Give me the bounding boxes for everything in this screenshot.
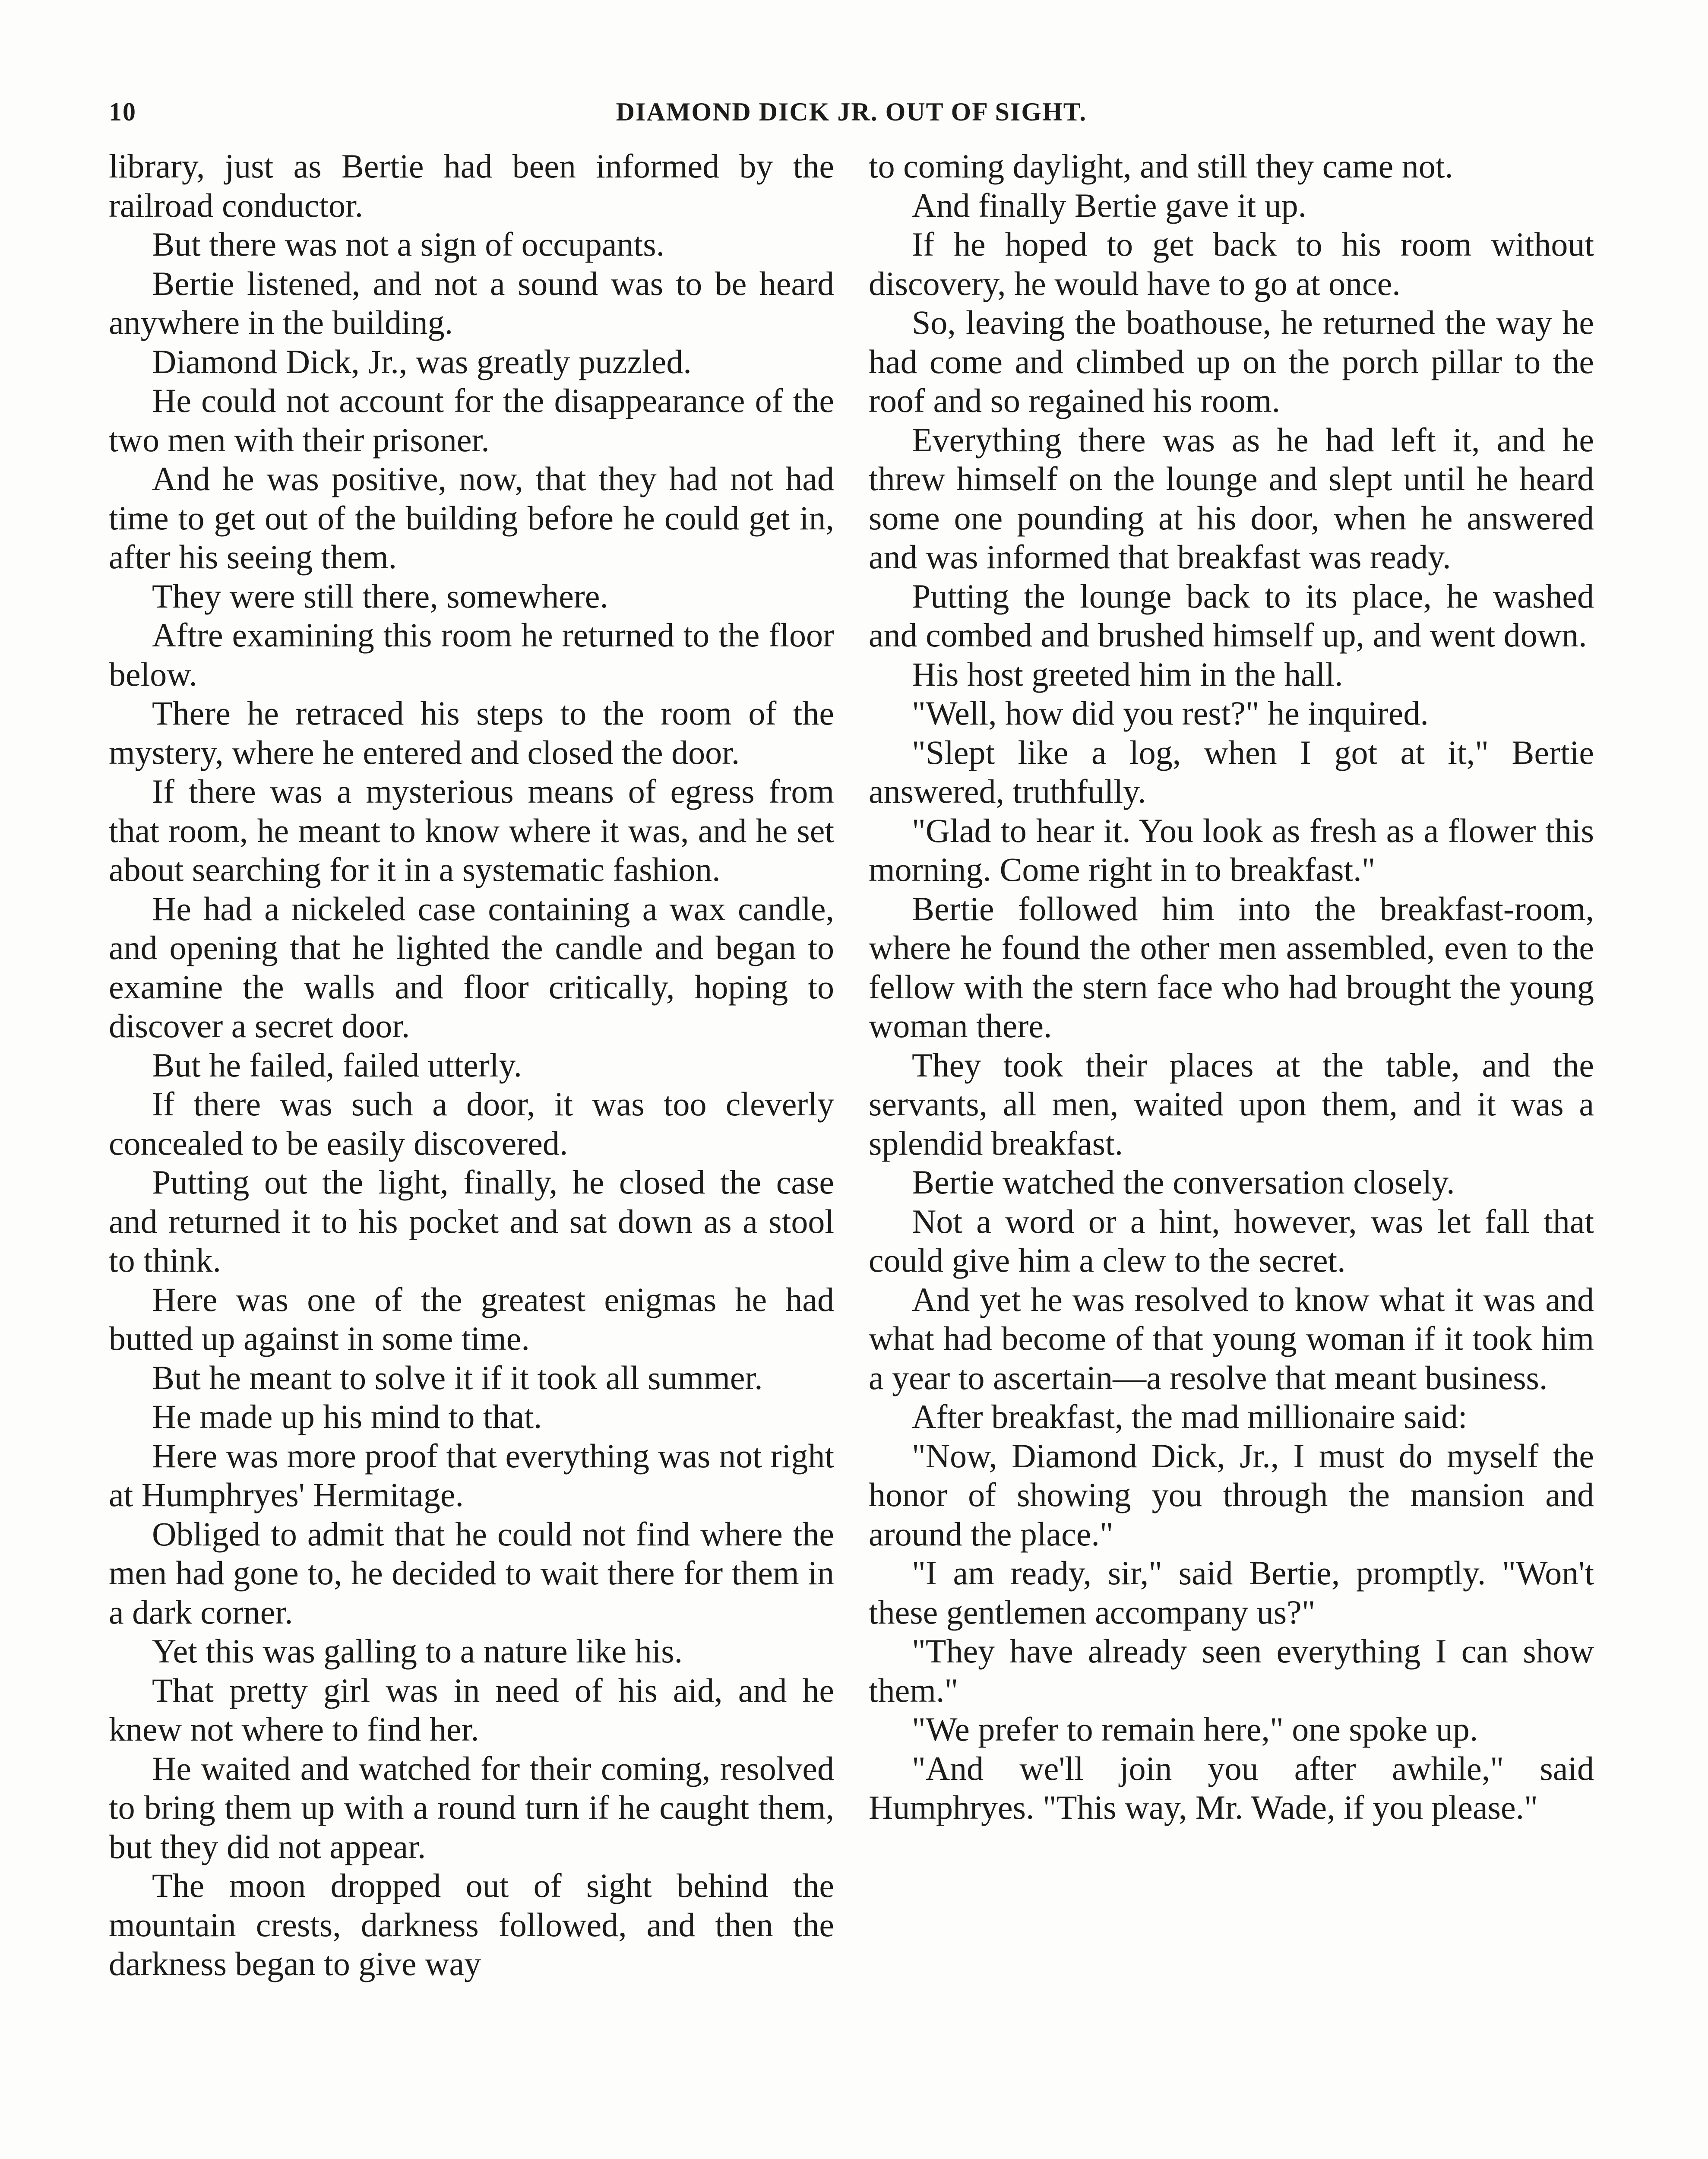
paragraph: "I am ready, sir," said Bertie, promptly. "Won't these gentlemen accompany us?" bbox=[869, 1554, 1594, 1631]
right-text-column bbox=[869, 147, 1594, 1827]
paragraph: library, just as Bertie had been informed by the railroad conductor. bbox=[109, 147, 834, 224]
paragraph: Everything there was as he had left it, and he threw himself on the lounge and slept until he heard some one pounding at his door, when he answered and was informed that breakfast was ready. bbox=[869, 421, 1594, 576]
paragraph: Obliged to admit that he could not find where the men had gone to, he decided to wait there for them in a dark corner. bbox=[109, 1515, 834, 1631]
paragraph: to coming daylight, and still they came not. bbox=[869, 147, 1453, 185]
paragraph: If he hoped to get back to his room without discovery, he would have to go at once. bbox=[869, 225, 1594, 302]
paragraph: He could not account for the disappearance of the two men with their prisoner. bbox=[109, 382, 834, 459]
paragraph: Putting out the light, finally, he closed the case and returned it to his pocket and sat down as a stool to think. bbox=[109, 1163, 834, 1279]
paragraph: "Slept like a log, when I got at it," Bertie answered, truthfully. bbox=[869, 733, 1594, 810]
paragraph: And finally Bertie gave it up. bbox=[912, 186, 1307, 224]
paragraph: Aftre examining this room he returned to the floor below. bbox=[109, 616, 834, 693]
paragraph: "Now, Diamond Dick, Jr., I must do myself the honor of showing you through the mansion and around the place." bbox=[869, 1437, 1594, 1553]
paragraph: Not a word or a hint, however, was let fall that could give him a clew to the secret. bbox=[869, 1202, 1594, 1279]
page-number: 10 bbox=[109, 98, 136, 126]
left-text-column bbox=[109, 147, 834, 1984]
paragraph: "We prefer to remain here," one spoke up. bbox=[912, 1710, 1478, 1748]
paragraph: Bertie listened, and not a sound was to be heard anywhere in the building. bbox=[109, 264, 834, 341]
paragraph: Bertie followed him into the breakfast-room, where he found the other men assembled, even to the fellow with the stern face who had brought the young woman there. bbox=[869, 890, 1594, 1045]
paragraph: That pretty girl was in need of his aid, and he knew not where to find her. bbox=[109, 1671, 834, 1748]
running-header bbox=[109, 97, 1594, 132]
paragraph: He made up his mind to that. bbox=[152, 1398, 542, 1435]
paragraph: His host greeted him in the hall. bbox=[912, 655, 1343, 693]
paragraph: Putting the lounge back to its place, he washed and combed and brushed himself up, and went down. bbox=[869, 577, 1594, 654]
paragraph: "Well, how did you rest?" he inquired. bbox=[912, 694, 1429, 732]
paragraph: If there was a mysterious means of egress from that room, he meant to know where it was, and he set about searching for it in a systematic fashion. bbox=[109, 772, 834, 888]
paragraph: But he failed, failed utterly. bbox=[152, 1046, 522, 1084]
paragraph: They took their places at the table, and the servants, all men, waited upon them, and it was a splendid breakfast. bbox=[869, 1046, 1594, 1162]
paragraph: And he was positive, now, that they had not had time to get out of the building before he could get in, after his seeing them. bbox=[109, 460, 834, 576]
paragraph: "Glad to hear it. You look as fresh as a flower this morning. Come right in to breakfast." bbox=[869, 811, 1594, 888]
paragraph: The moon dropped out of sight behind the mountain crests, darkness followed, and then the darkness began to give way bbox=[109, 1867, 834, 1982]
paragraph: There he retraced his steps to the room of the mystery, where he entered and closed the door. bbox=[109, 694, 834, 771]
paragraph: But he meant to solve it if it took all summer. bbox=[152, 1358, 763, 1396]
paragraph: Diamond Dick, Jr., was greatly puzzled. bbox=[152, 342, 692, 380]
paragraph: "And we'll join you after awhile," said Humphryes. "This way, Mr. Wade, if you please." bbox=[869, 1749, 1594, 1826]
paragraph: But there was not a sign of occupants. bbox=[152, 225, 665, 263]
paragraph: They were still there, somewhere. bbox=[152, 577, 608, 615]
paragraph: After breakfast, the mad millionaire said: bbox=[912, 1398, 1468, 1435]
paragraph: If there was such a door, it was too cleverly concealed to be easily discovered. bbox=[109, 1085, 834, 1162]
paragraph: Bertie watched the conversation closely. bbox=[912, 1163, 1455, 1201]
paragraph: "They have already seen everything I can show them." bbox=[869, 1632, 1594, 1709]
paragraph: So, leaving the boathouse, he returned the way he had come and climbed up on the porch pillar to the roof and so regained his room. bbox=[869, 304, 1594, 419]
paragraph: He had a nickeled case containing a wax candle, and opening that he lighted the candle and began to examine the walls and floor critically, hoping to discover a secret door. bbox=[109, 890, 834, 1045]
paragraph: Yet this was galling to a nature like his. bbox=[152, 1632, 683, 1670]
page-title: DIAMOND DICK JR. OUT OF SIGHT. bbox=[616, 98, 1087, 126]
paragraph: And yet he was resolved to know what it was and what had become of that young woman if it took him a year to ascertain—a resolve that meant business. bbox=[869, 1280, 1594, 1396]
paragraph: He waited and watched for their coming, resolved to bring them up with a round turn if he caught them, but they did not appear. bbox=[109, 1749, 834, 1865]
paragraph: Here was one of the greatest enigmas he had butted up against in some time. bbox=[109, 1280, 834, 1357]
paragraph: Here was more proof that everything was not right at Humphryes' Hermitage. bbox=[109, 1437, 834, 1513]
